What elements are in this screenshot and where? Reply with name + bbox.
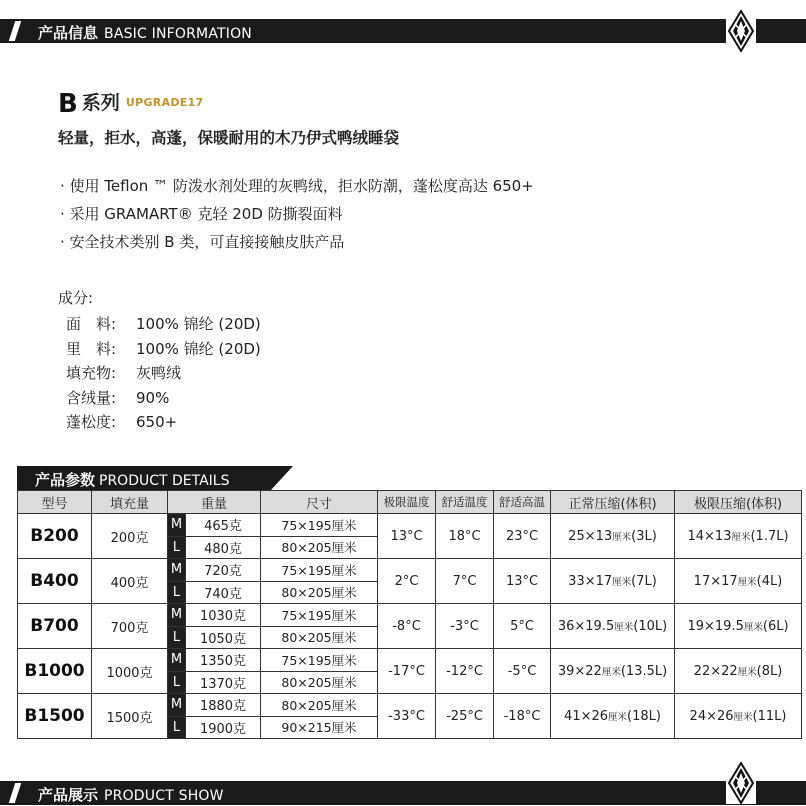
table-row xyxy=(18,559,802,582)
spec-table xyxy=(17,490,802,739)
size-l-badge: L xyxy=(168,536,186,559)
weight-cell: 480克 xyxy=(186,536,261,559)
brand-logo-icon xyxy=(726,10,756,52)
details-title-en: PRODUCT DETAILS xyxy=(99,473,230,489)
weight-cell: 740克 xyxy=(186,581,261,604)
size-m-badge: M xyxy=(168,649,186,672)
unit-cm: 厘米 xyxy=(608,711,628,723)
normal-compress-dims: 25×13 xyxy=(568,528,613,544)
normal-compress-cell xyxy=(551,694,675,739)
comfort-temp-cell: -12°C xyxy=(436,649,494,694)
dimension-cell: 90×215厘米 xyxy=(261,716,378,739)
normal-compress-volume: (7L) xyxy=(631,573,657,589)
comfort-temp-cell: 18°C xyxy=(436,514,494,559)
dimension-cell: 75×195厘米 xyxy=(261,649,378,672)
max-compress-cell xyxy=(675,694,802,739)
feature-item: · 安全技术类别 B 类，可直接接触皮肤产品 xyxy=(60,233,345,251)
limit-temp-cell: -33°C xyxy=(378,694,436,739)
normal-compress-dims: 41×26 xyxy=(564,708,609,724)
col-header-fill: 填充量 xyxy=(92,491,168,514)
series-tagline: 轻量，拒水，高蓬，保暖耐用的木乃伊式鸭绒睡袋 xyxy=(58,129,400,147)
table-row xyxy=(18,694,802,717)
max-compress-volume: (1.7L) xyxy=(750,528,789,544)
comfort-temp-cell: -25°C xyxy=(436,694,494,739)
header-slash xyxy=(9,21,21,41)
comfort-high-cell: -5°C xyxy=(494,649,551,694)
model-cell: B1000 xyxy=(18,649,92,694)
table-row xyxy=(18,604,802,627)
model-cell: B400 xyxy=(18,559,92,604)
composition-row xyxy=(66,313,261,334)
composition-value: 100% 锦纶 (20D) xyxy=(136,315,261,333)
max-compress-volume: (8L) xyxy=(756,663,783,679)
unit-cm: 厘米 xyxy=(601,666,621,678)
table-header-row xyxy=(18,491,802,514)
normal-compress-dims: 33×17 xyxy=(568,573,613,589)
max-compress-dims: 17×17 xyxy=(693,573,738,589)
dimension-cell: 80×205厘米 xyxy=(261,581,378,604)
section-header-show xyxy=(0,781,806,805)
composition-label: 面 料: xyxy=(66,315,117,333)
dimension-cell: 80×205厘米 xyxy=(261,694,378,717)
weight-cell: 1900克 xyxy=(186,716,261,739)
limit-temp-cell: -17°C xyxy=(378,649,436,694)
section-title-cn: 产品展示 xyxy=(38,786,99,804)
details-header xyxy=(17,466,271,490)
comfort-temp-cell: -3°C xyxy=(436,604,494,649)
unit-cm: 厘米 xyxy=(731,531,751,543)
composition-value: 灰鸭绒 xyxy=(136,364,182,382)
section-title-en: PRODUCT SHOW xyxy=(104,788,224,804)
col-header-comfort-temp: 舒适温度 xyxy=(436,491,494,514)
max-compress-dims: 14×13 xyxy=(687,528,732,544)
weight-cell: 1880克 xyxy=(186,694,261,717)
normal-compress-volume: (3L) xyxy=(631,528,657,544)
unit-cm: 厘米 xyxy=(612,531,632,543)
unit-cm: 厘米 xyxy=(737,666,757,678)
composition-label: 含绒量: xyxy=(66,389,117,407)
feature-item: · 使用 Teflon ™ 防泼水剂处理的灰鸭绒，拒水防潮，蓬松度高达 650+ xyxy=(60,177,534,195)
size-l-badge: L xyxy=(168,716,186,739)
section-title xyxy=(38,784,224,805)
unit-cm: 厘米 xyxy=(743,621,763,633)
composition-label: 蓬松度: xyxy=(66,413,117,431)
series-letter: B xyxy=(58,89,78,119)
composition-value: 100% 锦纶 (20D) xyxy=(136,340,261,358)
max-compress-cell xyxy=(675,559,802,604)
max-compress-cell xyxy=(675,649,802,694)
dimension-cell: 80×205厘米 xyxy=(261,536,378,559)
max-compress-volume: (4L) xyxy=(756,573,783,589)
fill-cell: 1000克 xyxy=(92,649,168,694)
max-compress-dims: 19×19.5 xyxy=(687,618,744,634)
model-cell: B700 xyxy=(18,604,92,649)
normal-compress-cell xyxy=(551,604,675,649)
dimension-cell: 75×195厘米 xyxy=(261,559,378,582)
size-l-badge: L xyxy=(168,626,186,649)
feature-item: · 采用 GRAMART® 克轻 20D 防撕裂面料 xyxy=(60,205,343,223)
section-title xyxy=(38,22,252,43)
max-compress-dims: 22×22 xyxy=(693,663,738,679)
series-name: 系列 xyxy=(81,92,120,114)
normal-compress-volume: (13.5L) xyxy=(620,663,668,679)
unit-cm: 厘米 xyxy=(612,576,632,588)
weight-cell: 1030克 xyxy=(186,604,261,627)
unit-cm: 厘米 xyxy=(733,711,753,723)
comfort-high-cell: -18°C xyxy=(494,694,551,739)
composition-row xyxy=(66,411,177,432)
brand-logo-icon xyxy=(726,762,756,804)
normal-compress-volume: (10L) xyxy=(633,618,668,634)
weight-cell: 1370克 xyxy=(186,671,261,694)
comfort-high-cell: 13°C xyxy=(494,559,551,604)
unit-cm: 厘米 xyxy=(614,621,634,633)
size-l-badge: L xyxy=(168,581,186,604)
comfort-high-cell: 23°C xyxy=(494,514,551,559)
normal-compress-volume: (18L) xyxy=(627,708,661,724)
max-compress-volume: (11L) xyxy=(752,708,787,724)
upgrade-badge: UPGRADE17 xyxy=(125,96,204,109)
header-slash xyxy=(9,783,21,803)
col-header-max-compress: 极限压缩(体积) xyxy=(675,491,802,514)
size-m-badge: M xyxy=(168,514,186,537)
limit-temp-cell: -8°C xyxy=(378,604,436,649)
table-row xyxy=(18,649,802,672)
section-title-cn: 产品信息 xyxy=(38,24,99,42)
details-title-cn: 产品参数 xyxy=(35,471,96,489)
col-header-size: 尺寸 xyxy=(261,491,378,514)
composition-value: 90% xyxy=(136,389,170,407)
size-m-badge: M xyxy=(168,559,186,582)
composition-title: 成分: xyxy=(58,289,94,307)
normal-compress-dims: 39×22 xyxy=(557,663,602,679)
model-cell: B200 xyxy=(18,514,92,559)
fill-cell: 700克 xyxy=(92,604,168,649)
composition-row xyxy=(66,387,169,408)
table-row xyxy=(18,514,802,537)
limit-temp-cell: 13°C xyxy=(378,514,436,559)
comfort-temp-cell: 7°C xyxy=(436,559,494,604)
limit-temp-cell: 2°C xyxy=(378,559,436,604)
col-header-normal-compress: 正常压缩(体积) xyxy=(551,491,675,514)
max-compress-dims: 24×26 xyxy=(689,708,734,724)
col-header-comfort-high: 舒适高温 xyxy=(494,491,551,514)
normal-compress-cell xyxy=(551,559,675,604)
normal-compress-dims: 36×19.5 xyxy=(557,618,615,634)
col-header-weight: 重量 xyxy=(168,491,261,514)
weight-cell: 1050克 xyxy=(186,626,261,649)
col-header-model: 型号 xyxy=(18,491,92,514)
normal-compress-cell xyxy=(551,514,675,559)
composition-row xyxy=(66,338,261,359)
col-header-limit-temp: 极限温度 xyxy=(378,491,436,514)
comfort-high-cell: 5°C xyxy=(494,604,551,649)
dimension-cell: 75×195厘米 xyxy=(261,514,378,537)
weight-cell: 720克 xyxy=(186,559,261,582)
fill-cell: 200克 xyxy=(92,514,168,559)
fill-cell: 400克 xyxy=(92,559,168,604)
unit-cm: 厘米 xyxy=(737,576,757,588)
dimension-cell: 80×205厘米 xyxy=(261,671,378,694)
section-title-en: BASIC INFORMATION xyxy=(104,26,252,42)
composition-value: 650+ xyxy=(136,413,178,431)
normal-compress-cell xyxy=(551,649,675,694)
max-compress-volume: (6L) xyxy=(762,618,789,634)
size-m-badge: M xyxy=(168,604,186,627)
section-header-basic xyxy=(0,19,806,43)
composition-label: 里 料: xyxy=(66,340,117,358)
max-compress-cell xyxy=(675,514,802,559)
dimension-cell: 80×205厘米 xyxy=(261,626,378,649)
size-m-badge: M xyxy=(168,694,186,717)
weight-cell: 465克 xyxy=(186,514,261,537)
max-compress-cell xyxy=(675,604,802,649)
series-heading xyxy=(58,88,204,119)
size-l-badge: L xyxy=(168,671,186,694)
fill-cell: 1500克 xyxy=(92,694,168,739)
composition-label: 填充物: xyxy=(66,364,117,382)
model-cell: B1500 xyxy=(18,694,92,739)
dimension-cell: 75×195厘米 xyxy=(261,604,378,627)
composition-row xyxy=(66,362,181,383)
weight-cell: 1350克 xyxy=(186,649,261,672)
